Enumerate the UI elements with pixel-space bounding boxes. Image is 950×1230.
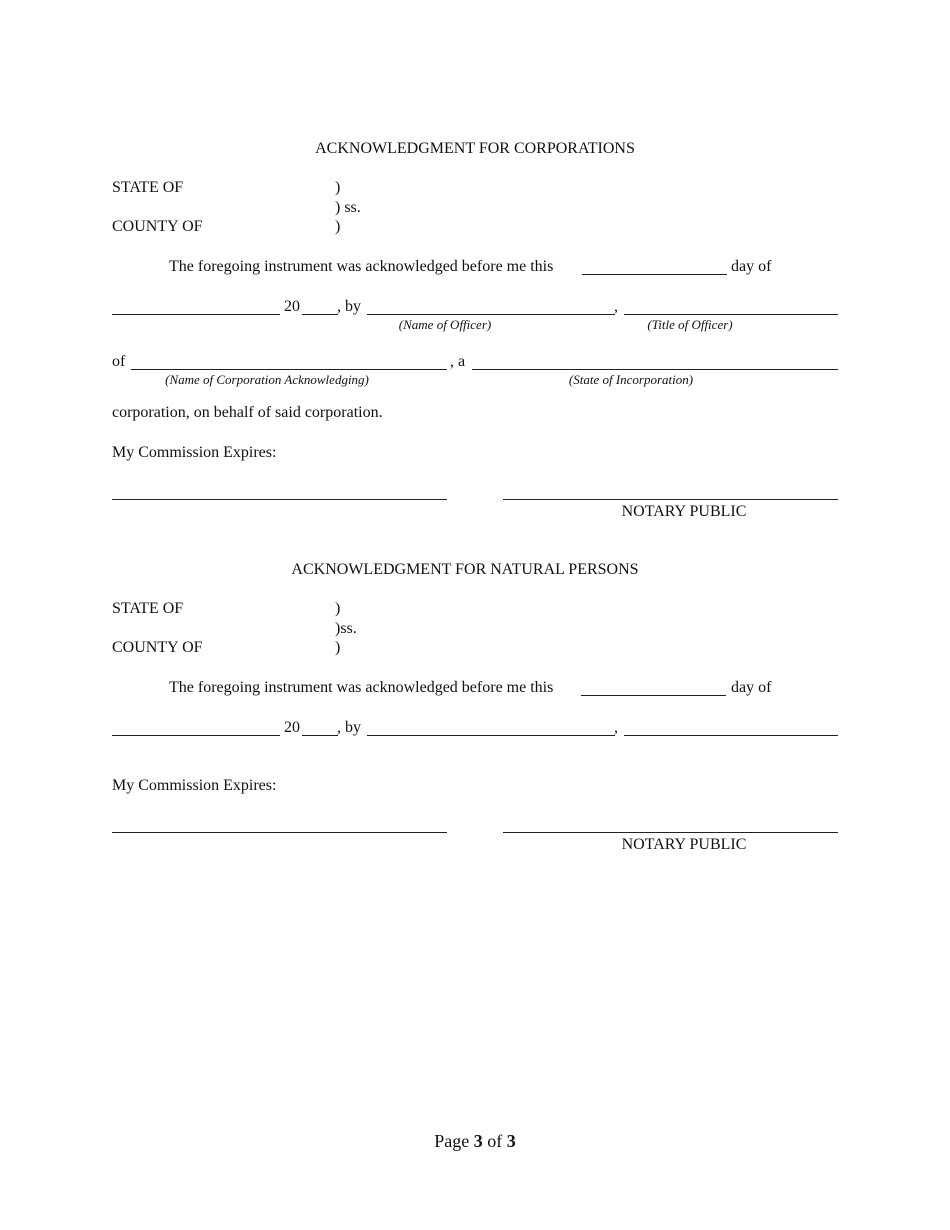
comma-separator: , bbox=[614, 298, 618, 315]
venue-paren-open: ) bbox=[335, 600, 341, 617]
venue-paren-open: ) bbox=[335, 179, 341, 196]
venue-paren-ss: ) ss. bbox=[335, 199, 361, 216]
corporation-name-line[interactable] bbox=[131, 369, 447, 370]
by-label: , by bbox=[337, 298, 361, 315]
officer-name-line[interactable] bbox=[367, 314, 615, 315]
county-of-label: COUNTY OF bbox=[112, 218, 203, 235]
behalf-text: corporation, on behalf of said corporation. bbox=[112, 404, 383, 421]
venue-paren-ss: )ss. bbox=[335, 620, 357, 637]
commission-expires-label: My Commission Expires: bbox=[112, 777, 277, 794]
month-blank-line[interactable] bbox=[112, 735, 280, 736]
notary-public-label: NOTARY PUBLIC bbox=[621, 503, 747, 520]
year-blank-line[interactable] bbox=[302, 314, 338, 315]
state-of-incorporation-line[interactable] bbox=[472, 369, 838, 370]
day-of-label: day of bbox=[731, 679, 772, 696]
commission-expires-label: My Commission Expires: bbox=[112, 444, 277, 461]
corporation-name-caption: (Name of Corporation Acknowledging) bbox=[165, 372, 369, 387]
title-of-officer-caption: (Title of Officer) bbox=[647, 317, 733, 332]
commission-date-line[interactable] bbox=[112, 499, 447, 500]
state-of-label: STATE OF bbox=[112, 179, 184, 196]
officer-title-line[interactable] bbox=[624, 314, 838, 315]
acknowledged-sentence: The foregoing instrument was acknowledged before me this bbox=[169, 258, 554, 275]
natural-persons-title: ACKNOWLEDGMENT FOR NATURAL PERSONS bbox=[291, 561, 639, 578]
notary-public-label: NOTARY PUBLIC bbox=[621, 836, 747, 853]
state-of-incorporation-caption: (State of Incorporation) bbox=[568, 372, 694, 387]
person-name-line[interactable] bbox=[367, 735, 615, 736]
page-current: 3 bbox=[473, 1131, 483, 1151]
notary-signature-line[interactable] bbox=[503, 499, 838, 500]
venue-paren-close: ) bbox=[335, 218, 341, 235]
corporations-title: ACKNOWLEDGMENT FOR CORPORATIONS bbox=[315, 140, 635, 157]
a-label: , a bbox=[450, 353, 466, 370]
day-blank-line[interactable] bbox=[581, 695, 726, 696]
state-of-label: STATE OF bbox=[112, 600, 184, 617]
acknowledged-sentence: The foregoing instrument was acknowledged before me this bbox=[169, 679, 554, 696]
day-of-label: day of bbox=[731, 258, 772, 275]
of-word: of bbox=[487, 1131, 503, 1151]
page-footer bbox=[0, 1132, 950, 1150]
second-blank-line[interactable] bbox=[624, 735, 838, 736]
month-blank-line[interactable] bbox=[112, 314, 280, 315]
page-total: 3 bbox=[506, 1131, 516, 1151]
day-blank-line[interactable] bbox=[582, 274, 727, 275]
county-of-label: COUNTY OF bbox=[112, 639, 203, 656]
venue-paren-close: ) bbox=[335, 639, 341, 656]
page-word: Page bbox=[434, 1131, 470, 1151]
by-label: , by bbox=[337, 719, 361, 736]
commission-date-line[interactable] bbox=[112, 832, 447, 833]
year-prefix: 20 bbox=[284, 719, 300, 736]
year-blank-line[interactable] bbox=[302, 735, 338, 736]
name-of-officer-caption: (Name of Officer) bbox=[398, 317, 492, 332]
notary-signature-line[interactable] bbox=[503, 832, 838, 833]
year-prefix: 20 bbox=[284, 298, 300, 315]
of-label: of bbox=[112, 353, 126, 370]
comma-separator: , bbox=[614, 719, 618, 736]
